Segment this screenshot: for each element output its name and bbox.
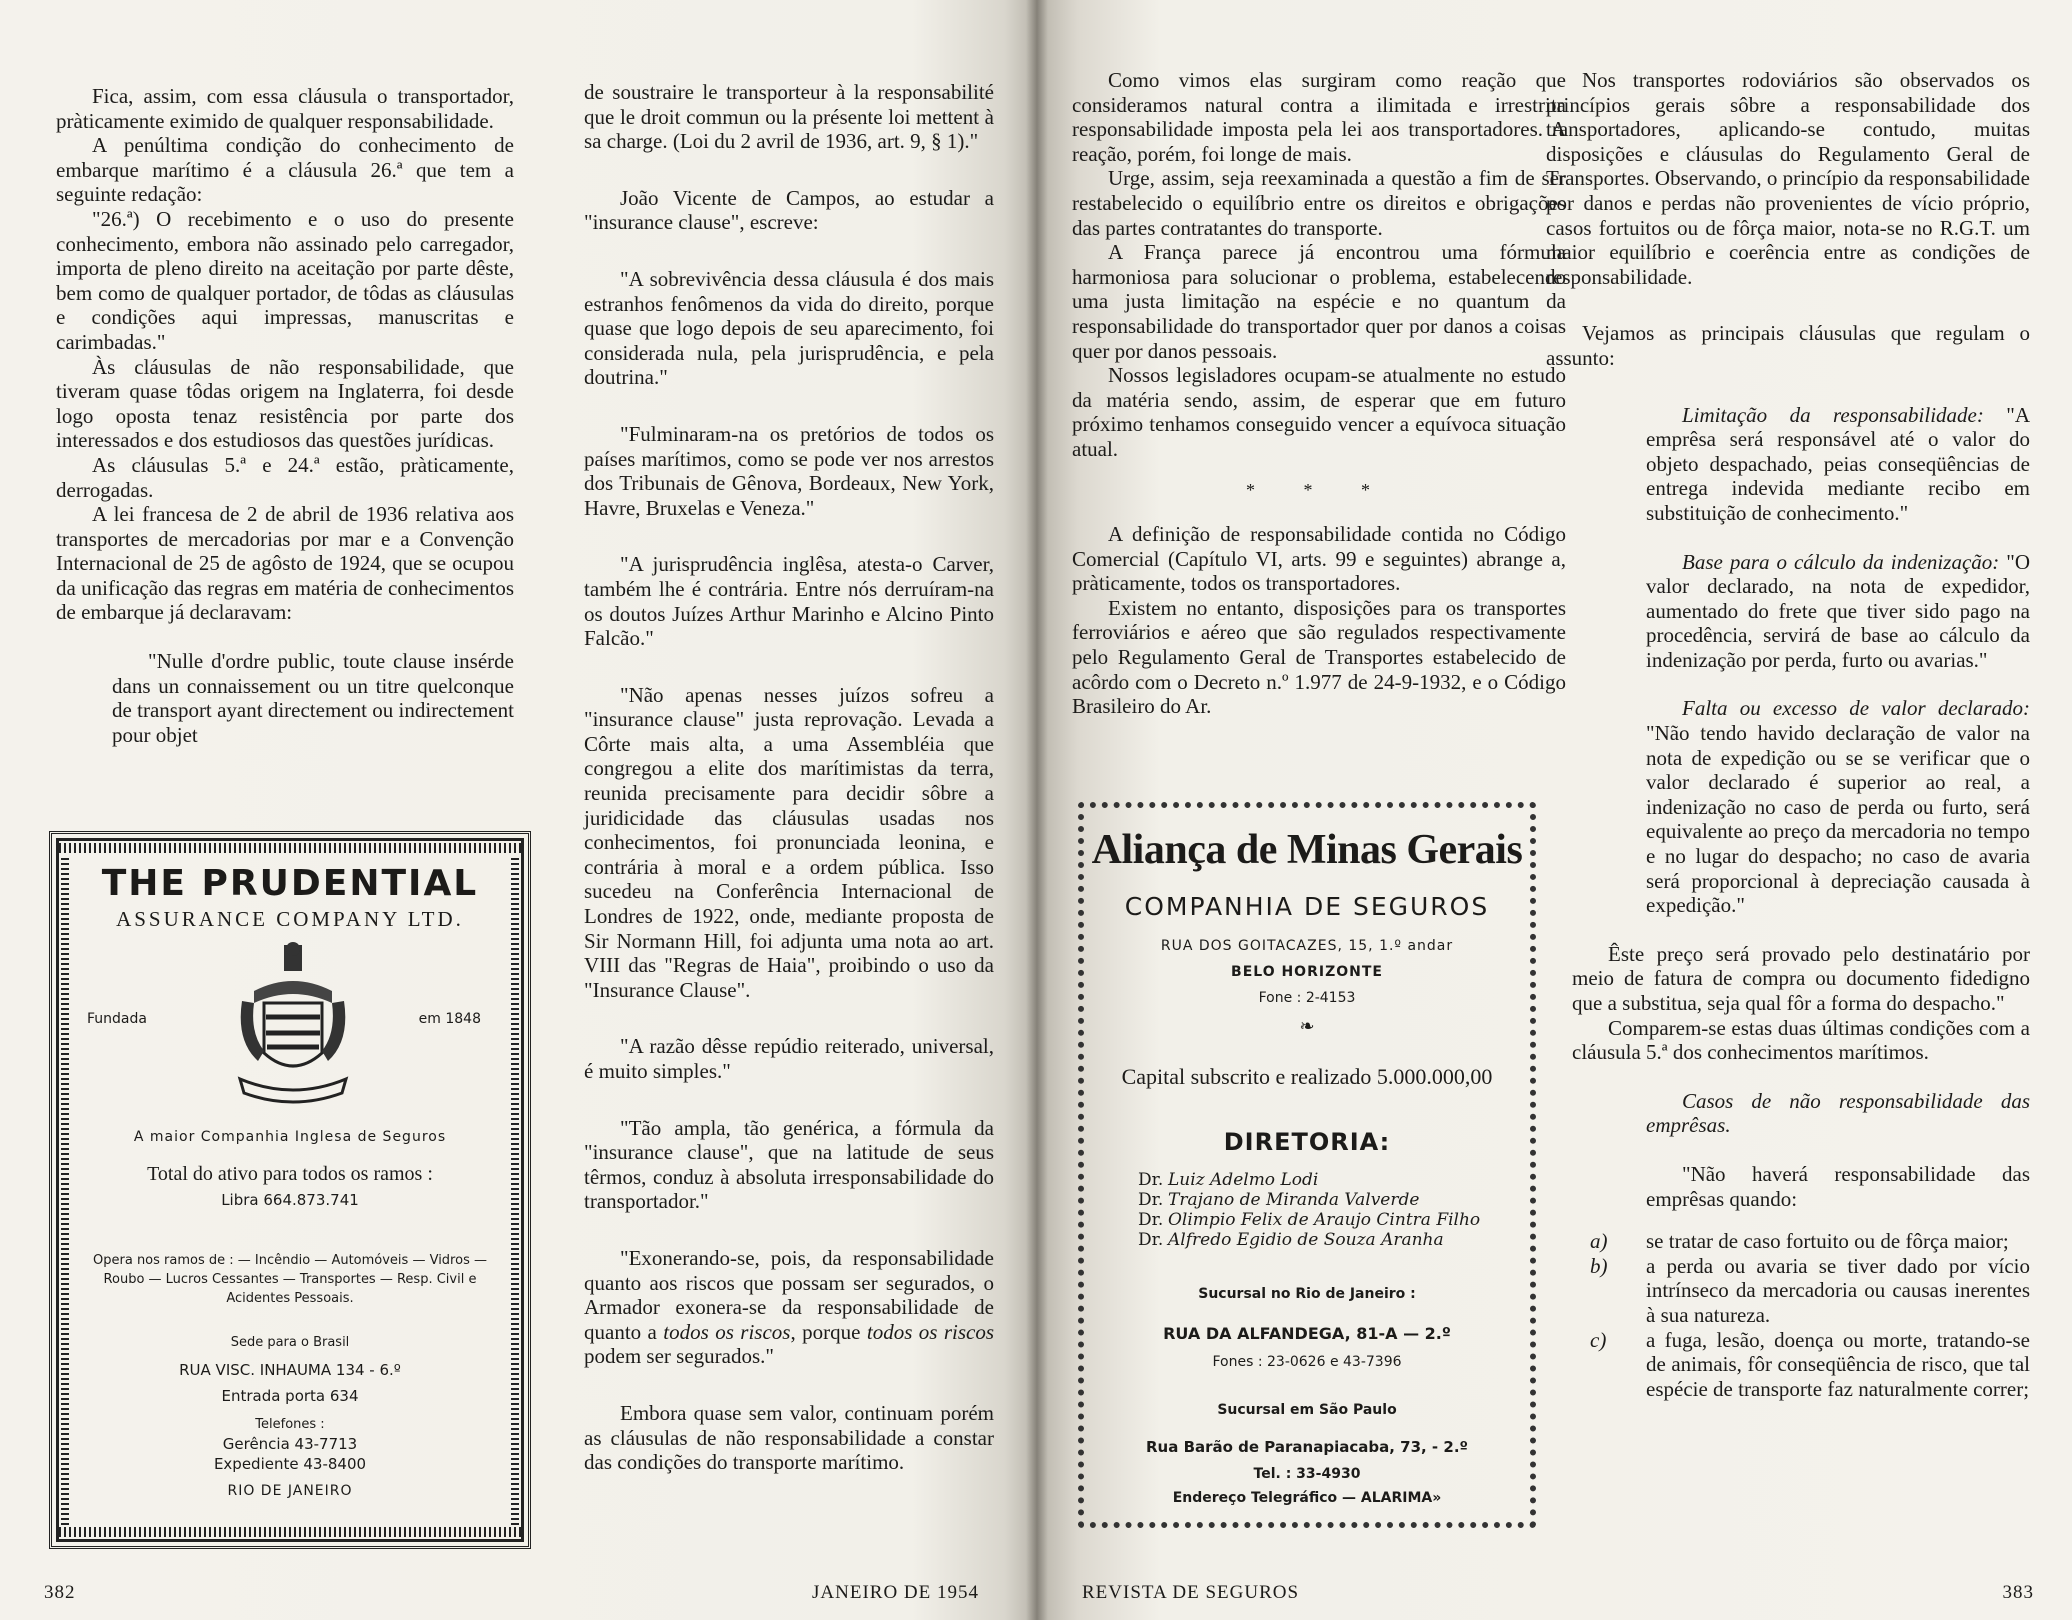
prudential-advertisement (56, 838, 524, 1542)
paragraph: Embora quase sem valor, continuam porém as cláusulas de não responsabilidade a constar das condições do transporte marítimo. (584, 1400, 994, 1475)
quote-paragraph: "A razão dêsse repúdio reiterado, universal, é muito simples." (584, 1034, 994, 1083)
right-page (1036, 0, 2072, 1620)
ad-phones-label: Telefones : (255, 1417, 325, 1432)
quote-paragraph (584, 1246, 994, 1369)
text-run: , porque (790, 1319, 861, 1344)
paragraph: A penúltima condição do conhecimento de embarque marítimo é a cláusula 26.ª que tem a seguinte redação: (56, 133, 514, 207)
running-footer: REVISTA DE SEGUROS (1082, 1582, 1300, 1603)
page-number-right: 383 (2002, 1582, 2034, 1603)
quote-paragraph: "Nulle d'ordre public, toute clause insérde dans un connaissement ou un titre quelconque de transport ayant directement ou indirectement pour objet (112, 649, 514, 747)
quote-paragraph: "Não apenas nesses juízos sofreu a "insurance clause" justa reprovação. Levada a Côrte mais alta, a uma Assembléia que congregou a elite dos marítimistas da terra, reunida precisamente para decidir sôbre a juridicidade das cláusulas usadas nos conhecimentos, foi pronunciada leonina, e contrária à moral e a ordem pública. Isso sucedeu na Conferência Internacional de Londres de 1922, onde, mediante proposta de Sir Normann Hill, foi adjunta uma nota ao art. VIII das "Regras de Haia", proibindo o uso da "Insurance Clause". (584, 682, 994, 1002)
paragraph: A França parece já encontrou uma fórmula harmoniosa para solucionar o problema, estabelecendo uma justa limitação na espécie e no quantum da responsabilidade do transportador quer por danos a coisas quer por danos pessoais. (1072, 240, 1566, 363)
paragraph: Vejamos as principais cláusulas que regulam o assunto: (1546, 321, 2030, 370)
quote-paragraph: "Fulminaram-na os pretórios de todos os países marítimos, como se pode ver nos arrestos dos Tribunais de Gênova, Bordeaux, New York, Havre, Bruxelas e Veneza." (584, 421, 994, 520)
clause-heading: Limitação da responsabilidade: (1682, 402, 1984, 427)
clause (1646, 550, 2030, 673)
ad-branch-phones: Fones : 23-0626 e 43-7396 (1212, 1354, 1402, 1370)
ad-branch-label: Sucursal no Rio de Janeiro : (1198, 1286, 1416, 1302)
ad-subtitle: COMPANHIA DE SEGUROS (1124, 892, 1490, 921)
section-break: * * * (1246, 479, 1392, 500)
running-footer: JANEIRO DE 1954 (812, 1582, 979, 1603)
list-item: a) se tratar de caso fortuito ou de fôrça maior; (1590, 1229, 2009, 1254)
paragraph: Existem no entanto, disposições para os transportes ferroviários e aéreo que são regulados respectivamente pelo Regulamento Geral de Transportes estabelecido de acôrdo com o Decreto n.º 1.977 de 24-9-1932, e o Código Brasileiro do Ar. (1072, 595, 1566, 719)
ad-title: Aliança de Minas Gerais (1091, 827, 1523, 873)
ad-title: THE PRUDENTIAL (101, 863, 479, 904)
ad-lines-of-business: Opera nos ramos de : — Incêndio — Automóveis — Vidros — Roubo — Lucros Cessantes — Transportes — Resp. Civil e Acidentes Pessoais. (93, 1253, 487, 1306)
paragraph: Como vimos elas surgiram como reação que consideramos natural contra a ilimitada e irrestrita responsabilidade imposta pela lei aos transportadores. A reação, porém, foi longe de mais. (1072, 68, 1566, 166)
ad-capital: Capital subscrito e realizado 5.000.000,00 (1121, 1064, 1493, 1089)
paragraph: Comparem-se estas duas últimas condições com a cláusula 5.ª dos conhecimentos marítimos. (1572, 1015, 2030, 1065)
paragraph: As cláusulas 5.ª e 24.ª estão, pràticamente, derrogadas. (56, 452, 514, 502)
total-assets-label: Total do ativo para todos os ramos : (147, 1163, 433, 1185)
list-item: c) a fuga, lesão, doença ou morte, tratando-se de animais, fôr conseqüência de risco, que tal espécie de transporte faz naturalmente correr; (1590, 1327, 2030, 1401)
binding-gutter (1026, 0, 1048, 1620)
ad-phone: Fone : 2-4153 (1258, 990, 1356, 1006)
ad-branch-label: Sucursal em São Paulo (1217, 1402, 1397, 1418)
emphasis: riscos (740, 1319, 791, 1344)
ad-directors-list (1138, 1170, 1480, 1250)
paragraph: "Não haverá responsabilidade das emprêsas quando: (1646, 1161, 2030, 1211)
right-column-2 (1546, 68, 2030, 1401)
emphasis: todos os riscos (866, 1319, 995, 1344)
coat-of-arms-icon (234, 941, 352, 1111)
ad-tagline: A maior Companhia Inglesa de Seguros (133, 1129, 447, 1145)
quote-paragraph: "A jurisprudência inglêsa, atesta-o Carver, também lhe é contrária. Entre nós derruíram-na os doutos Juízes Arthur Marinho e Alcino Pinto Falcão." (584, 552, 994, 651)
alianca-advertisement (1078, 802, 1536, 1528)
clause-heading: Base para o cálculo da indenização: (1682, 549, 2000, 574)
paragraph: Urge, assim, seja reexaminada a questão a fim de ser restabelecido o equilíbrio entre os direitos e obrigações das partes contratantes do transporte. (1072, 166, 1566, 240)
paragraph: Êste preço será provado pelo destinatário por meio de fatura de compra ou documento fidedigno que a substitua, seja qual fôr a forma do despacho." (1572, 941, 2030, 1015)
ornament-icon: ❧ (1299, 1016, 1315, 1037)
clause (1646, 403, 2030, 526)
clause (1646, 696, 2030, 917)
paragraph: A lei francesa de 2 de abril de 1936 relativa aos transportes de mercadorias por mar e a Convenção Internacional de 25 de agôsto de 1924, que se ocupou da unificação das regras em matéria de conhecimentos de embarque já declaravam: (56, 502, 514, 625)
clause-body: "Não tendo havido declaração de valor na nota de expedição ou se se verificar que o valor declarado é superior ao real, a indenização no caso de perda ou furto, será equivalente ao preço da mercadoria no tempo e no lugar do despacho; no caso de avaria será proporcional à depreciação causada à expedição." (1646, 721, 2030, 918)
paragraph: Às cláusulas de não responsabilidade, que tiveram quase tôdas origem na Inglaterra, foi desde logo oposta tenaz resistência por parte dos interessados e dos estudiosos das questões jurídicas. (56, 354, 514, 453)
paragraph: Nossos legisladores ocupam-se atualmente no estudo da matéria sendo, assim, de esperar que em futuro próximo tenhamos conseguido vencer a equívoca situação atual. (1072, 363, 1566, 461)
ad-subtitle: ASSURANCE COMPANY LTD. (116, 907, 464, 931)
quote-paragraph: "A sobrevivência dessa cláusula é dos mais estranhos fenômenos da vida do direito, porque quase que logo depois de seu aparecimento, foi considerada nula, pela jurisprudência, e pela doutrina." (584, 266, 994, 390)
total-assets-value: Libra 664.873.741 (221, 1191, 359, 1209)
clause-body: "O valor declarado, na nota de expedidor, aumentado do frete que tiver sido pago na procedência, servirá de base ao cálculo da indenização por perda, furto ou avarias." (1646, 549, 2031, 672)
emphasis: todos os (663, 1319, 734, 1344)
ad-board-heading: DIRETORIA: (1223, 1128, 1391, 1156)
paragraph: Fica, assim, com essa cláusula o transportador, pràticamente eximido de qualquer responsabilidade. (56, 84, 514, 133)
clause-heading: Falta ou excesso de valor declarado: (1682, 696, 2030, 721)
ad-branch-address: RUA DA ALFANDEGA, 81-A — 2.º (1163, 1324, 1451, 1343)
clause-body: "A emprêsa será responsável até o valor do objeto despachado, peias conseqüências de entrega indevida mediante recibo em substituição de conhecimento." (1646, 402, 2031, 525)
founded-label: Fundada (87, 1011, 147, 1027)
ad-branch-address: Rua Barão de Paranapiacaba, 73, - 2.º (1146, 1438, 1468, 1456)
founded-year: em 1848 (418, 1011, 481, 1027)
paragraph: A definição de responsabilidade contida no Código Comercial (Capítulo VI, arts. 99 e seguintes) abrange a, pràticamente, todos os transportadores. (1072, 522, 1566, 596)
paragraph: "26.ª) O recebimento e o uso do presente conhecimento, embora não assinado pelo carregador, importa de pleno direito na aceitação por parte dêste, bem como de qualquer portador, de tôdas as cláusulas e condições aqui impressas, manuscritas e carimbadas." (56, 206, 514, 354)
ad-phone: Expediente 43-8400 (213, 1455, 367, 1473)
page-number-left: 382 (44, 1582, 76, 1603)
ad-address: RUA VISC. INHAUMA 134 - 6.º (179, 1361, 401, 1379)
director: Dr. Luiz Adelmo Lodi (1138, 1170, 1319, 1190)
ad-address: RUA DOS GOITACAZES, 15, 1.º andar (1160, 938, 1454, 954)
ad-entrance: Entrada porta 634 (221, 1387, 359, 1405)
ad-phone: Gerência 43-7713 (222, 1435, 358, 1453)
ad-city: BELO HORIZONTE (1231, 964, 1383, 980)
right-column-1 (1072, 68, 1566, 719)
text-run: podem ser segurados." (584, 1344, 774, 1369)
ad-telegraph: Endereço Telegráfico — ALARIMA» (1172, 1490, 1442, 1506)
ad-office-label: Sede para o Brasil (230, 1335, 350, 1350)
ad-border-rule (59, 843, 521, 853)
left-column-2 (584, 80, 994, 1475)
left-column-1 (56, 84, 514, 747)
director: Dr. Alfredo Egidio de Souza Aranha (1138, 1230, 1444, 1250)
director: Dr. Olimpio Felix de Araujo Cintra Filho (1138, 1210, 1481, 1230)
paragraph: João Vicente de Campos, ao estudar a "insurance clause", escreve: (584, 185, 994, 235)
director: Dr. Trajano de Miranda Valverde (1138, 1190, 1420, 1210)
ad-border-rule (59, 1527, 521, 1537)
list-item: b) a perda ou avaria se tiver dado por vício intrínseco da mercadoria ou causas inerentes à sua natureza. (1590, 1253, 2030, 1327)
ad-city: RIO DE JANEIRO (227, 1483, 353, 1499)
paragraph: de soustraire le transporteur à la responsabilité que le droit commun ou la présente loi mettent à sa charge. (Loi du 2 avril de 1936, art. 9, § 1)." (584, 80, 994, 154)
ad-branch-phones: Tel. : 33-4930 (1253, 1466, 1361, 1482)
paragraph: Nos transportes rodoviários são observados os princípios gerais sôbre a responsabilidade dos transportadores, aplicando-se contudo, muitas disposições e cláusulas do Regulamento Geral de Transportes. Observando, o princípio da responsabilidade por danos e perdas não provenientes de vício próprio, casos fortuitos ou de fôrça maior, nota-se no R.G.T. um maior equilíbrio e coerência entre as condições de responsabilidade. (1546, 68, 2030, 289)
quote-paragraph: "Tão ampla, tão genérica, a fórmula da "insurance clause", que na latitude de seus têrmos, conduz à absoluta irresponsabilidade do transportador." (584, 1115, 994, 1214)
section-heading: Casos de não responsabilidade das emprêsas. (1646, 1088, 2030, 1138)
text-run: "Exonerando-se, pois, da responsabilidade quanto aos riscos que possam ser segurados, o Armador exonera-se da responsabilidade de quanto a (584, 1245, 994, 1344)
